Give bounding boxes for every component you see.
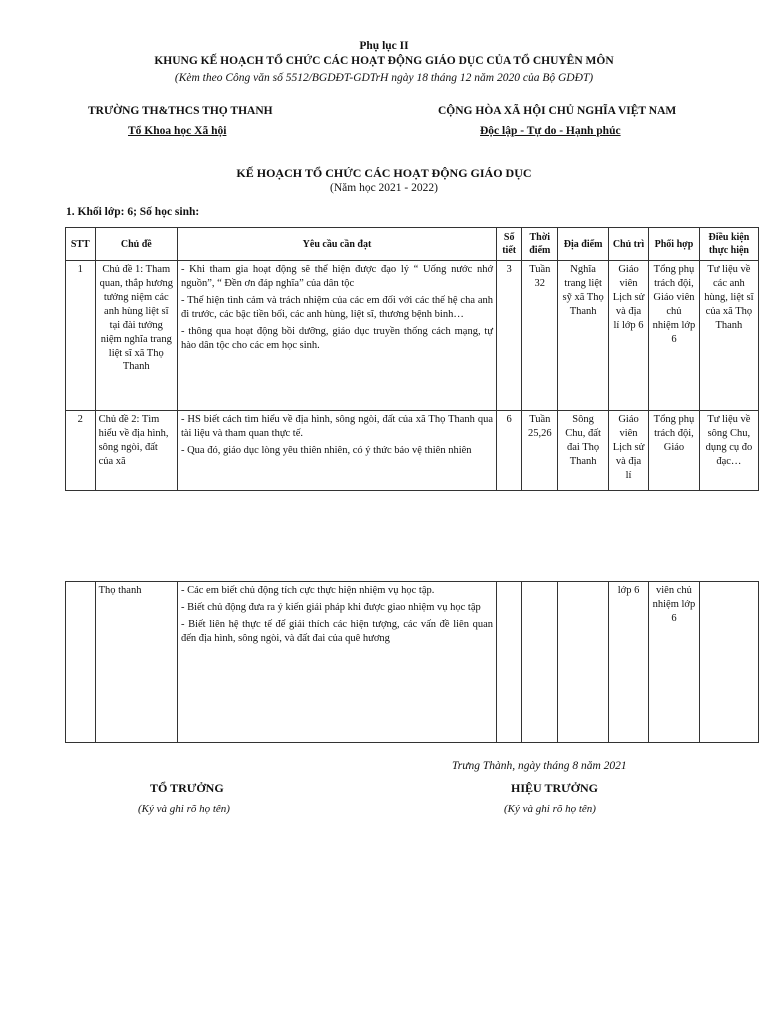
grade-line: 1. Khối lớp: 6; Số học sinh:	[66, 206, 200, 218]
school-year: (Năm học 2021 - 2022)	[330, 182, 438, 194]
column-header-topic: Chủ đề	[95, 228, 177, 261]
cell-requirements	[177, 582, 496, 743]
requirement-item: - Khi tham gia hoạt động sẽ thể hiện được đạo lý “ Uống nước nhớ nguồn”, “ Đền ơn đáp nghĩa” của dân tộc	[180, 264, 493, 290]
column-header-conditions: Điều kiện thực hiện	[699, 228, 758, 261]
column-header-requirements: Yêu cầu cần đạt	[177, 228, 496, 261]
cell-lead: Giáo viên Lịch sử và địa lí lớp 6	[608, 261, 648, 411]
appendix-label: Phụ lục II	[359, 40, 409, 52]
table-row	[66, 582, 759, 743]
cell-lead: Giáo viên Lịch sử và địa lí	[608, 411, 648, 491]
column-header-periods: Số tiết	[497, 228, 522, 261]
activity-plan-table-continued	[65, 581, 759, 743]
cell-requirements	[177, 411, 496, 491]
cell-coordinate: Tổng phụ trách đội, Giáo	[649, 411, 700, 491]
cell-place: Sông Chu, đất đai Thọ Thanh	[558, 411, 609, 491]
cell-topic: Chủ đề 1: Tham quan, thắp hương tưởng niệm các anh hùng liệt sĩ tại đài tưởng niệm nghĩa trang liệt sĩ xã Thọ Thanh	[95, 261, 177, 411]
cell-stt: 2	[66, 411, 96, 491]
signature-date: Trưng Thành, ngày tháng 8 năm 2021	[452, 760, 627, 772]
cell-conditions	[699, 582, 758, 743]
cell-lead: lớp 6	[608, 582, 648, 743]
cell-requirements	[177, 261, 496, 411]
requirement-item: - Thể hiện tình cảm và trách nhiệm của các em đối với các thế hệ cha anh đi trước, các bậc tiền bối, các anh hùng, liệt sĩ, thương bệnh binh…	[180, 295, 493, 320]
cell-time: Tuần 32	[522, 261, 558, 411]
table-row	[66, 261, 759, 411]
principal-title: HIỆU TRƯỞNG	[511, 781, 599, 795]
cell-place	[558, 582, 609, 743]
requirement-item: - Các em biết chủ động tích cực thực hiện nhiệm vụ học tập.	[180, 585, 435, 596]
cell-topic: Chủ đề 2: Tìm hiểu về địa hình, sông ngòi, đất của xã	[95, 411, 177, 491]
frame-title: KHUNG KẾ HOẠCH TỔ CHỨC CÁC HOẠT ĐỘNG GIÁO DỤC CỦA TỔ CHUYÊN MÔN	[154, 55, 614, 67]
column-header-lead: Chủ trì	[608, 228, 648, 261]
table-row	[66, 411, 759, 491]
column-header-place: Địa điểm	[558, 228, 609, 261]
cell-stt: 1	[66, 261, 96, 411]
cell-conditions: Tư liệu về các anh hùng, liệt sĩ của xã Thọ Thanh	[699, 261, 758, 411]
reference-note: (Kèm theo Công văn số 5512/BGDĐT-GDTrH ngày 18 tháng 12 năm 2020 của Bộ GDĐT)	[174, 72, 594, 84]
requirement-item: - Qua đó, giáo dục lòng yêu thiên nhiên, có ý thức bảo vệ thiên nhiên	[180, 445, 472, 457]
requirement-item: - Biết liên hệ thực tế để giải thích các hiện tượng, các vấn đề liên quan đến địa hình, sông ngòi, và đất đai của quê hương	[180, 618, 493, 644]
column-header-time: Thời điểm	[522, 228, 558, 261]
table-header-row	[66, 228, 759, 261]
requirement-item: - Biết chủ động đưa ra ý kiến giải pháp khi được giao nhiệm vụ học tập	[180, 601, 481, 613]
cell-time	[522, 582, 558, 743]
department-name: Tổ Khoa học Xã hội	[128, 125, 227, 137]
column-header-coordinate: Phối hợp	[649, 228, 700, 261]
cell-coordinate: Tổng phụ trách đội, Giáo viên chủ nhiệm lớp 6	[649, 261, 700, 411]
cell-stt	[66, 582, 96, 743]
requirement-item: - HS biết cách tìm hiểu về địa hình, sông ngòi, đất của xã Thọ Thanh qua tài liệu và tham quan thực tế.	[180, 414, 493, 440]
activity-plan-table	[65, 227, 759, 491]
column-header-stt: STT	[66, 228, 96, 261]
school-name: TRƯỜNG TH&THCS THỌ THANH	[88, 105, 273, 117]
cell-coordinate: viên chủ nhiệm lớp 6	[649, 582, 700, 743]
department-head-sign-note: (Ký và ghi rõ họ tên)	[138, 803, 230, 815]
cell-periods	[497, 582, 522, 743]
department-head-title: TỔ TRƯỞNG	[150, 781, 224, 795]
cell-topic: Thọ thanh	[95, 582, 177, 743]
national-motto: Độc lập - Tự do - Hạnh phúc	[480, 125, 621, 137]
nation-title: CỘNG HÒA XÃ HỘI CHỦ NGHĨA VIỆT NAM	[438, 105, 677, 117]
cell-periods: 3	[497, 261, 522, 411]
cell-time: Tuần 25,26	[522, 411, 558, 491]
principal-sign-note: (Ký và ghi rõ họ tên)	[504, 803, 596, 815]
cell-conditions: Tư liệu về sông Chu, dụng cụ đo đạc…	[699, 411, 758, 491]
plan-title: KẾ HOẠCH TỔ CHỨC CÁC HOẠT ĐỘNG GIÁO DỤC	[236, 166, 532, 180]
cell-periods: 6	[497, 411, 522, 491]
cell-place: Nghĩa trang liệt sỹ xã Thọ Thanh	[558, 261, 609, 411]
requirement-item: - thông qua hoạt động bồi dưỡng, giáo dục truyền thống cách mạng, tự hào dân tộc cho các em học sinh.	[180, 325, 493, 351]
